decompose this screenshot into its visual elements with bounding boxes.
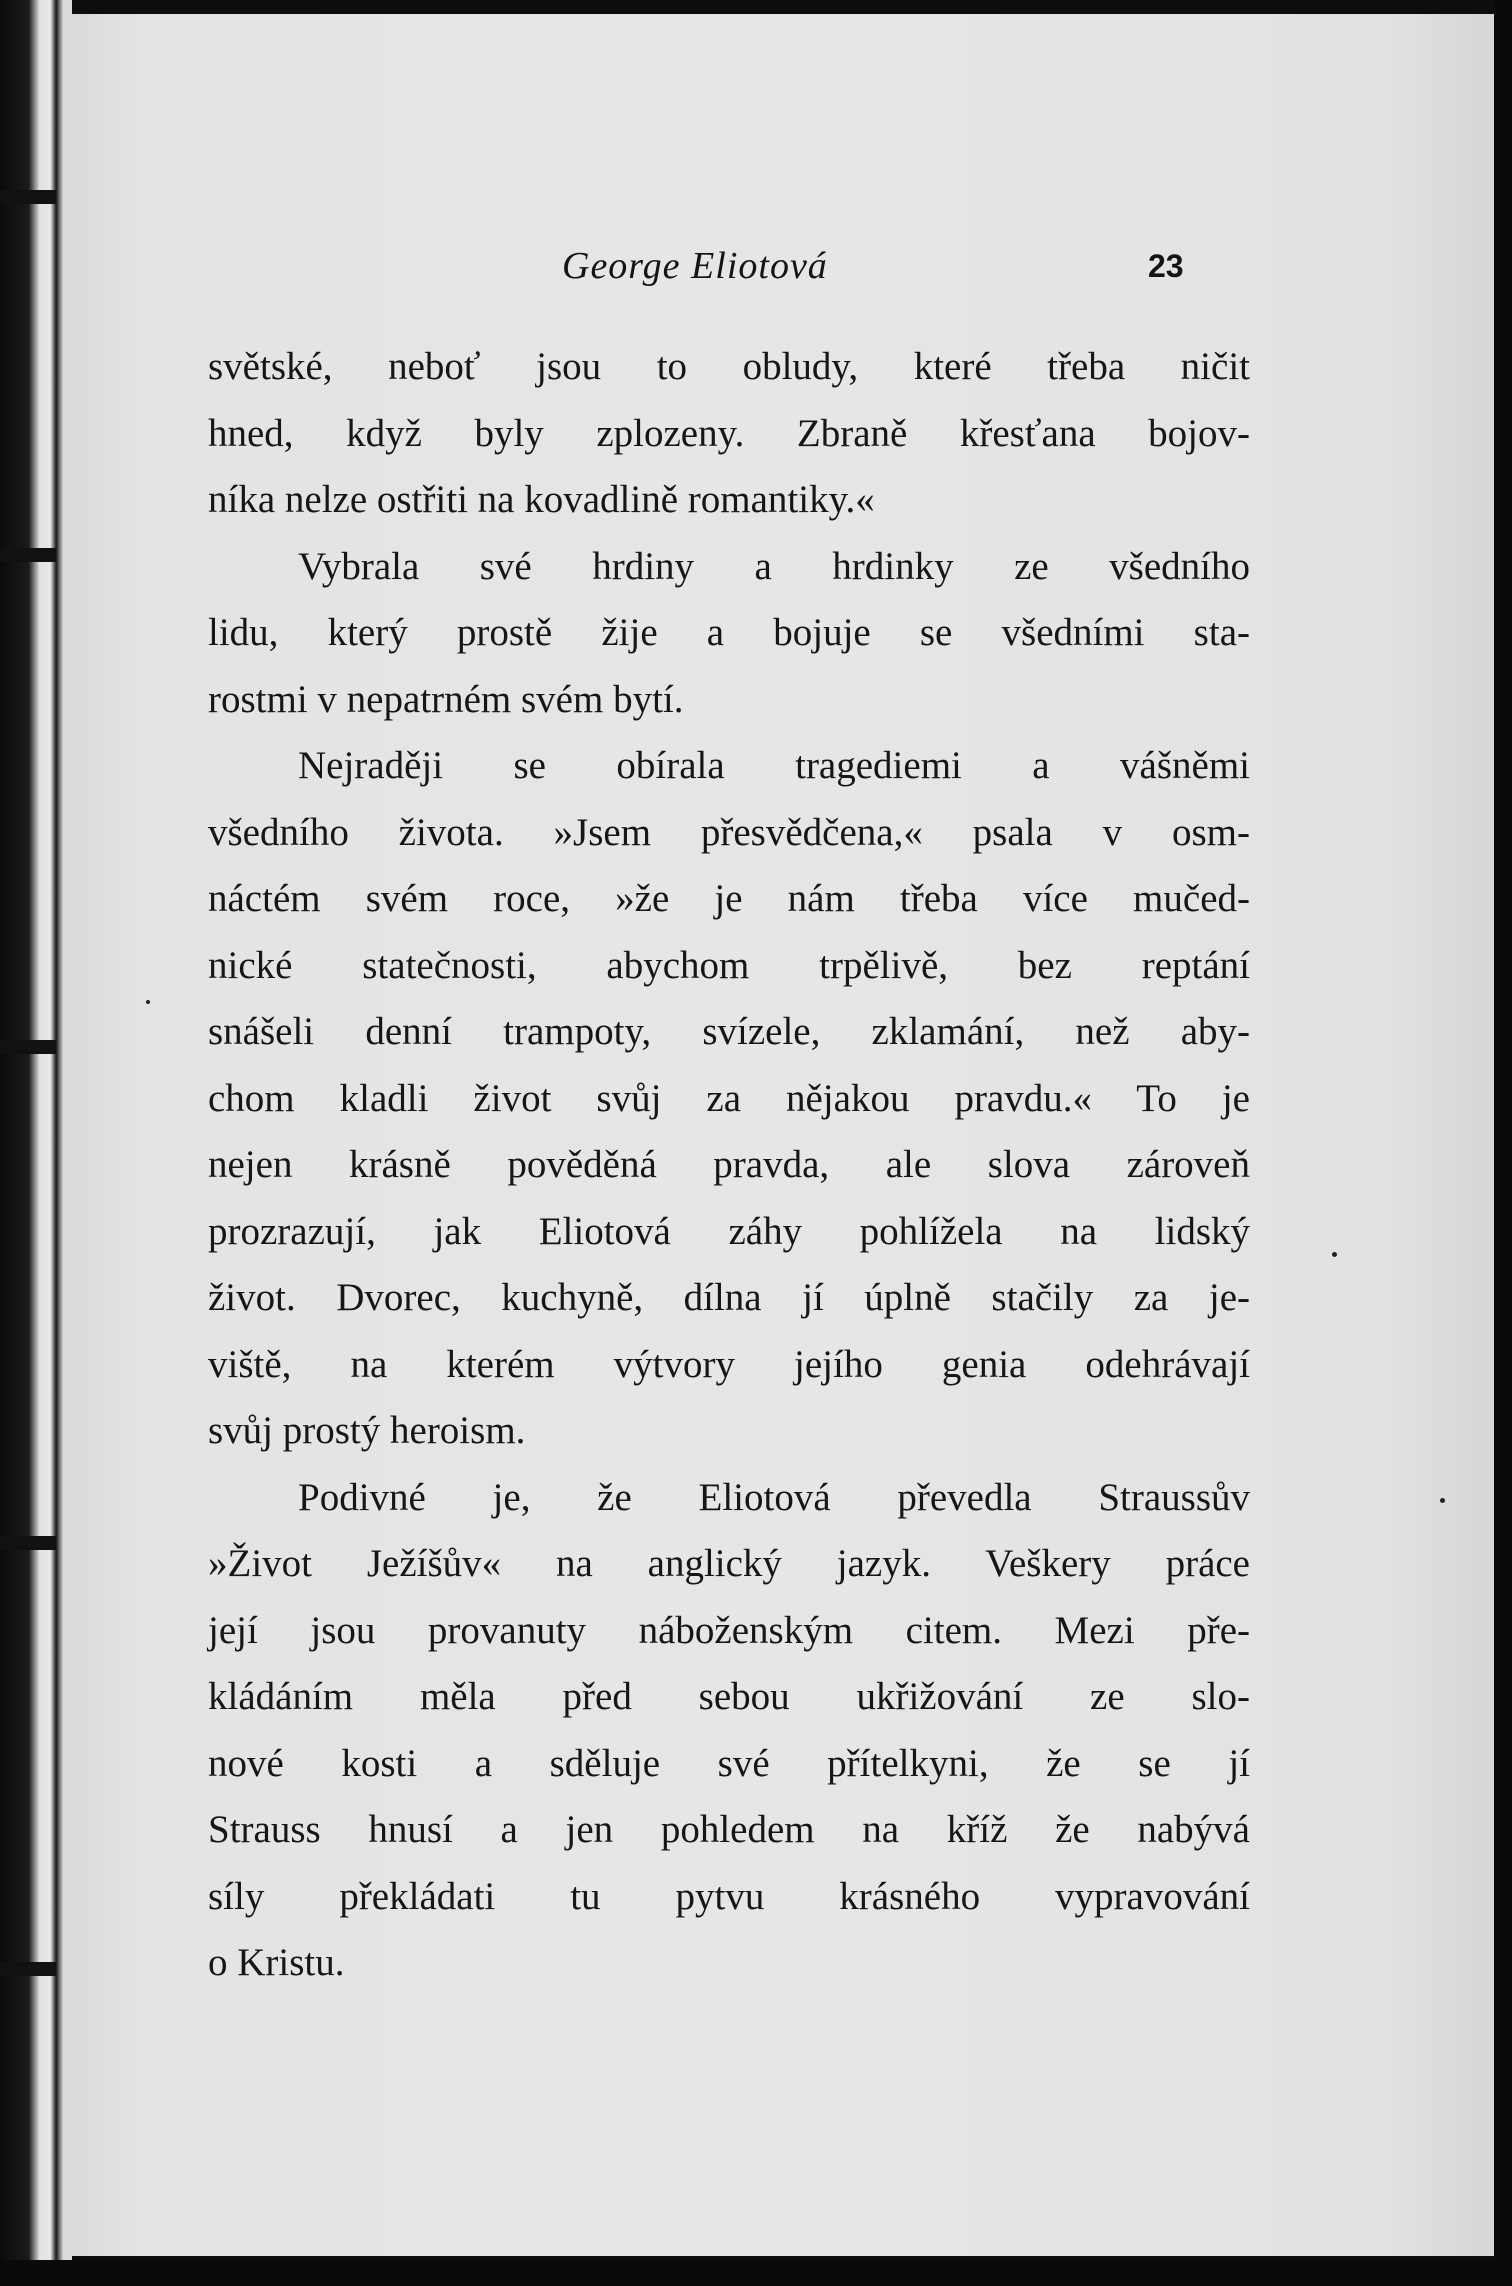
text-line: hned, když byly zplozeny. Zbraně křesťana bojov- <box>208 411 1250 455</box>
text-line: lidu, který prostě žije a bojuje se všedními sta- <box>208 611 1250 654</box>
running-title: George Eliotová <box>562 245 828 287</box>
text-line: všedního života. »Jsem přesvědčena,« psala v osm- <box>208 810 1250 854</box>
text-line: světské, neboť jsou to obludy, které třeba ničit <box>208 345 1250 388</box>
text-line: síly překládati tu pytvu krásného vypravování <box>208 1874 1250 1918</box>
text-line: svůj prostý heroism. <box>208 1409 526 1452</box>
text-line: o Kristu. <box>208 1941 345 1984</box>
text-line: nejen krásně pověděná pravda, ale slova zároveň <box>208 1143 1250 1186</box>
scan-bottom-border <box>0 2260 1512 2286</box>
text-line: prozrazují, jak Eliotová záhy pohlížela na lidský <box>208 1209 1250 1253</box>
paper-speck <box>146 1000 150 1004</box>
text-line: »Život Ježíšův« na anglický jazyk. Veškery práce <box>208 1542 1250 1585</box>
paragraph-first-line: Podivné je, že Eliotová převedla Straussův <box>298 1475 1250 1519</box>
page-header <box>62 244 1496 294</box>
text-line: nické statečnosti, abychom trpělivě, bez reptání <box>208 943 1250 987</box>
binding-mark <box>0 1536 56 1550</box>
text-line: chom kladli život svůj za nějakou pravdu.« To je <box>208 1076 1250 1120</box>
binding-mark <box>0 1962 56 1976</box>
text-line: její jsou provanuty náboženským citem. Mezi pře- <box>208 1608 1250 1652</box>
text-line: Strauss hnusí a jen pohledem na kříž že nabývá <box>208 1808 1250 1851</box>
binding-mark <box>0 1040 56 1054</box>
page-binding-edge <box>0 0 72 2286</box>
text-line: kládáním měla před sebou ukřižování ze slo- <box>208 1675 1250 1718</box>
page-number: 23 <box>1148 248 1184 284</box>
text-line: rostmi v nepatrném svém bytí. <box>208 677 684 721</box>
paper-speck <box>1440 1498 1445 1503</box>
text-line: život. Dvorec, kuchyně, dílna jí úplně stačily za je- <box>208 1276 1250 1319</box>
text-line: nové kosti a sděluje své přítelkyni, že se jí <box>208 1741 1250 1785</box>
text-line: snášeli denní trampoty, svízele, zklamání, než aby- <box>208 1010 1250 1053</box>
text-line: níka nelze ostřiti na kovadlině romantiky.« <box>208 478 875 521</box>
paragraph-first-line: Nejraději se obírala tragediemi a vášněmi <box>298 744 1250 787</box>
text-line: náctém svém roce, »že je nám třeba více mučed- <box>208 877 1250 920</box>
book-page <box>62 14 1496 2256</box>
body-text <box>208 334 1250 1997</box>
scan-right-border <box>1494 0 1512 2286</box>
binding-mark <box>0 190 56 204</box>
paragraph-first-line: Vybrala své hrdiny a hrdinky ze všedního <box>298 544 1250 588</box>
paper-speck <box>1332 1252 1337 1257</box>
text-line: viště, na kterém výtvory jejího genia odehrávají <box>208 1342 1250 1386</box>
binding-mark <box>0 548 56 562</box>
